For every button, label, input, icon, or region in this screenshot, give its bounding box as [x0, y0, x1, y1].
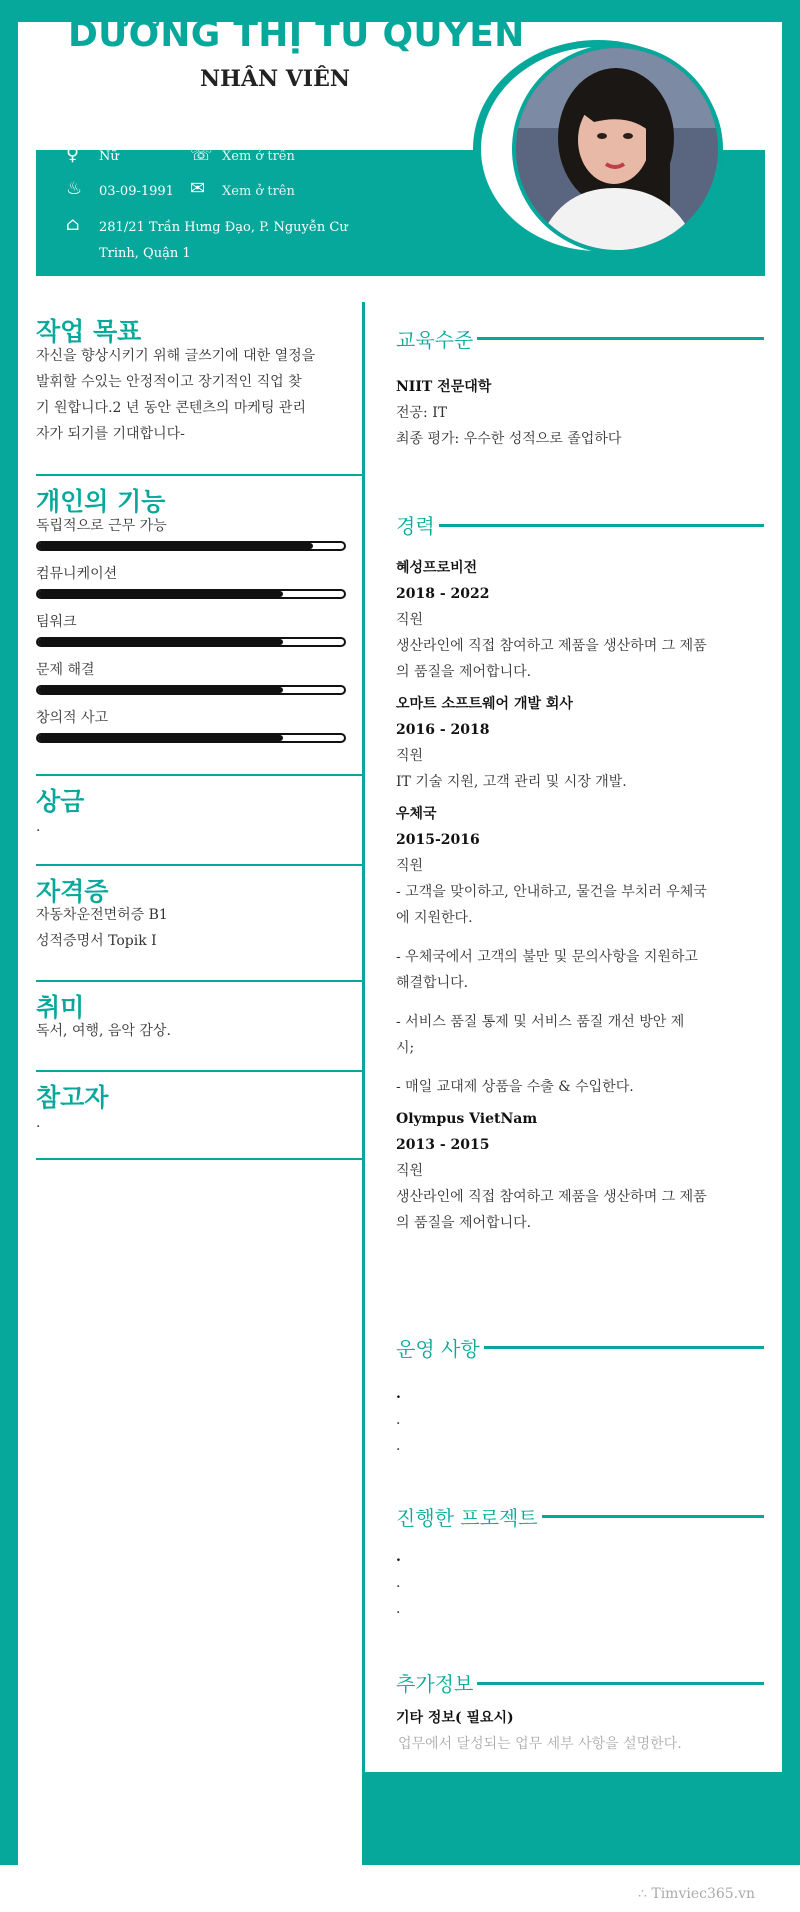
job-description: - 고객을 맞이하고, 안내하고, 물건을 부치러 우체국	[396, 884, 707, 900]
right-border	[782, 0, 800, 1865]
candidate-name: DƯƠNG THỊ TÚ QUYÊN	[68, 14, 525, 55]
job-description: IT 기술 지원, 고객 관리 및 시장 개발.	[396, 774, 627, 790]
job-description: 에 지원한다.	[396, 910, 473, 926]
job-company: 우체국	[396, 806, 437, 822]
skill-level-fill	[38, 591, 283, 597]
phone-text: Xem ở trên	[222, 149, 295, 164]
section-divider	[36, 1158, 363, 1160]
references-title: 참고자	[36, 1083, 109, 1112]
job-period: 2015-2016	[396, 832, 480, 848]
skill-level-bar	[36, 541, 346, 551]
job-description: - 서비스 품질 통제 및 서비스 품질 개선 방안 제	[396, 1014, 685, 1030]
section-divider	[36, 774, 363, 776]
chat-icon: ☏	[190, 144, 213, 165]
skill-label: 창의적 사고	[36, 710, 109, 726]
section-divider	[36, 864, 363, 866]
job-company: 오마트 소프트웨어 개발 회사	[396, 696, 573, 712]
hobbies-title: 취미	[36, 993, 85, 1022]
skill-level-fill	[38, 639, 283, 645]
cake-icon: ♨	[66, 178, 83, 199]
bottom-right-block	[362, 1772, 800, 1865]
objective-line: 발휘할 수있는 안정적이고 장기적인 직업 찾	[36, 374, 302, 390]
skill-label: 문제 해결	[36, 662, 95, 678]
section-divider	[36, 474, 363, 476]
left-border	[0, 0, 18, 1865]
job-description: 해결합니다.	[396, 975, 469, 991]
references-text: .	[36, 1115, 41, 1131]
skills-title: 개인의 기능	[36, 487, 166, 516]
certificates-title: 자격증	[36, 877, 109, 906]
job-period: 2013 - 2015	[396, 1137, 490, 1153]
operations-item: .	[396, 1412, 401, 1428]
home-icon: ⌂	[66, 214, 80, 235]
education-grade: 최종 평가: 우수한 성적으로 졸업하다	[396, 431, 622, 447]
job-description: 의 품질을 제어합니다.	[396, 1215, 532, 1231]
skill-level-bar	[36, 589, 346, 599]
job-description: - 매일 교대제 상품을 수출 & 수입한다.	[396, 1079, 634, 1095]
skill-level-fill	[38, 687, 283, 693]
additional-heading: 기타 정보( 필요시)	[396, 1710, 514, 1726]
section-divider	[36, 1070, 363, 1072]
column-divider	[362, 302, 365, 1777]
job-position: 직원	[396, 748, 424, 764]
objective-line: 기 원합니다.2 년 동안 콘텐츠의 마케팅 관리	[36, 400, 306, 416]
skill-level-bar	[36, 733, 346, 743]
projects-title: 진행한 프로젝트	[396, 1502, 542, 1531]
photo-image	[516, 48, 718, 250]
objective-title: 작업 목표	[36, 317, 142, 346]
skill-level-fill	[38, 543, 313, 549]
job-description: 의 품질을 제어합니다.	[396, 664, 532, 680]
education-major: 전공: IT	[396, 405, 448, 421]
mail-icon: ✉	[190, 178, 206, 199]
awards-text: .	[36, 819, 41, 835]
address-line-2: Trinh, Quận 1	[99, 246, 191, 261]
objective-line: 자신을 향상시키기 위해 글쓰기에 대한 열정을	[36, 348, 316, 364]
section-divider	[36, 980, 363, 982]
job-position: 직원	[396, 858, 424, 874]
job-description: - 우체국에서 고객의 불만 및 문의사항을 지원하고	[396, 949, 698, 965]
skill-label: 독립적으로 근무 가능	[36, 518, 167, 534]
skill-label: 컴뮤니케이션	[36, 566, 118, 582]
skill-level-fill	[38, 735, 283, 741]
job-description: 생산라인에 직접 참여하고 제품을 생산하며 그 제품	[396, 1189, 707, 1205]
project-item: .	[396, 1549, 401, 1565]
certificate-item: 성적증명서 Topik I	[36, 933, 157, 949]
job-period: 2018 - 2022	[396, 586, 490, 602]
watermark: ∴ Timviec365.vn	[638, 1886, 756, 1902]
operations-title: 운영 사항	[396, 1333, 484, 1362]
project-item: .	[396, 1575, 401, 1591]
job-description: 생산라인에 직접 참여하고 제품을 생산하며 그 제품	[396, 638, 707, 654]
gender-icon: ♀	[66, 144, 80, 165]
hobbies-text: 독서, 여행, 음악 감상.	[36, 1023, 171, 1039]
email-text: Xem ở trên	[222, 184, 295, 199]
heading-rule	[396, 524, 764, 527]
job-description: 시;	[396, 1040, 415, 1056]
awards-title: 상금	[36, 787, 85, 816]
job-company: 혜성프로비전	[396, 560, 478, 576]
profile-photo	[512, 44, 722, 254]
skill-level-bar	[36, 685, 346, 695]
job-position: 직원	[396, 1163, 424, 1179]
objective-line: 자가 되기를 기대합니다-	[36, 426, 185, 442]
operations-item: .	[396, 1438, 401, 1454]
additional-placeholder[interactable]: 업무에서 달성되는 업무 세부 사항을 설명한다.	[398, 1736, 682, 1752]
education-title: 교육수준	[396, 324, 477, 353]
skill-label: 팀워크	[36, 614, 77, 630]
birthday-text: 03-09-1991	[99, 184, 174, 199]
job-position: 직원	[396, 612, 424, 628]
job-period: 2016 - 2018	[396, 722, 490, 738]
job-company: Olympus VietNam	[396, 1111, 538, 1127]
additional-title: 추가정보	[396, 1668, 477, 1697]
address-line-1: 281/21 Trần Hưng Đạo, P. Nguyễn Cư	[99, 220, 348, 235]
operations-item: .	[396, 1386, 401, 1402]
school-name: NIIT 전문대학	[396, 379, 492, 395]
certificate-item: 자동차운전면허증 B1	[36, 907, 168, 923]
skill-level-bar	[36, 637, 346, 647]
experience-title: 경력	[396, 510, 439, 539]
job-title: NHÂN VIÊN	[200, 66, 350, 92]
gender-text: Nữ	[99, 149, 119, 164]
project-item: .	[396, 1601, 401, 1617]
